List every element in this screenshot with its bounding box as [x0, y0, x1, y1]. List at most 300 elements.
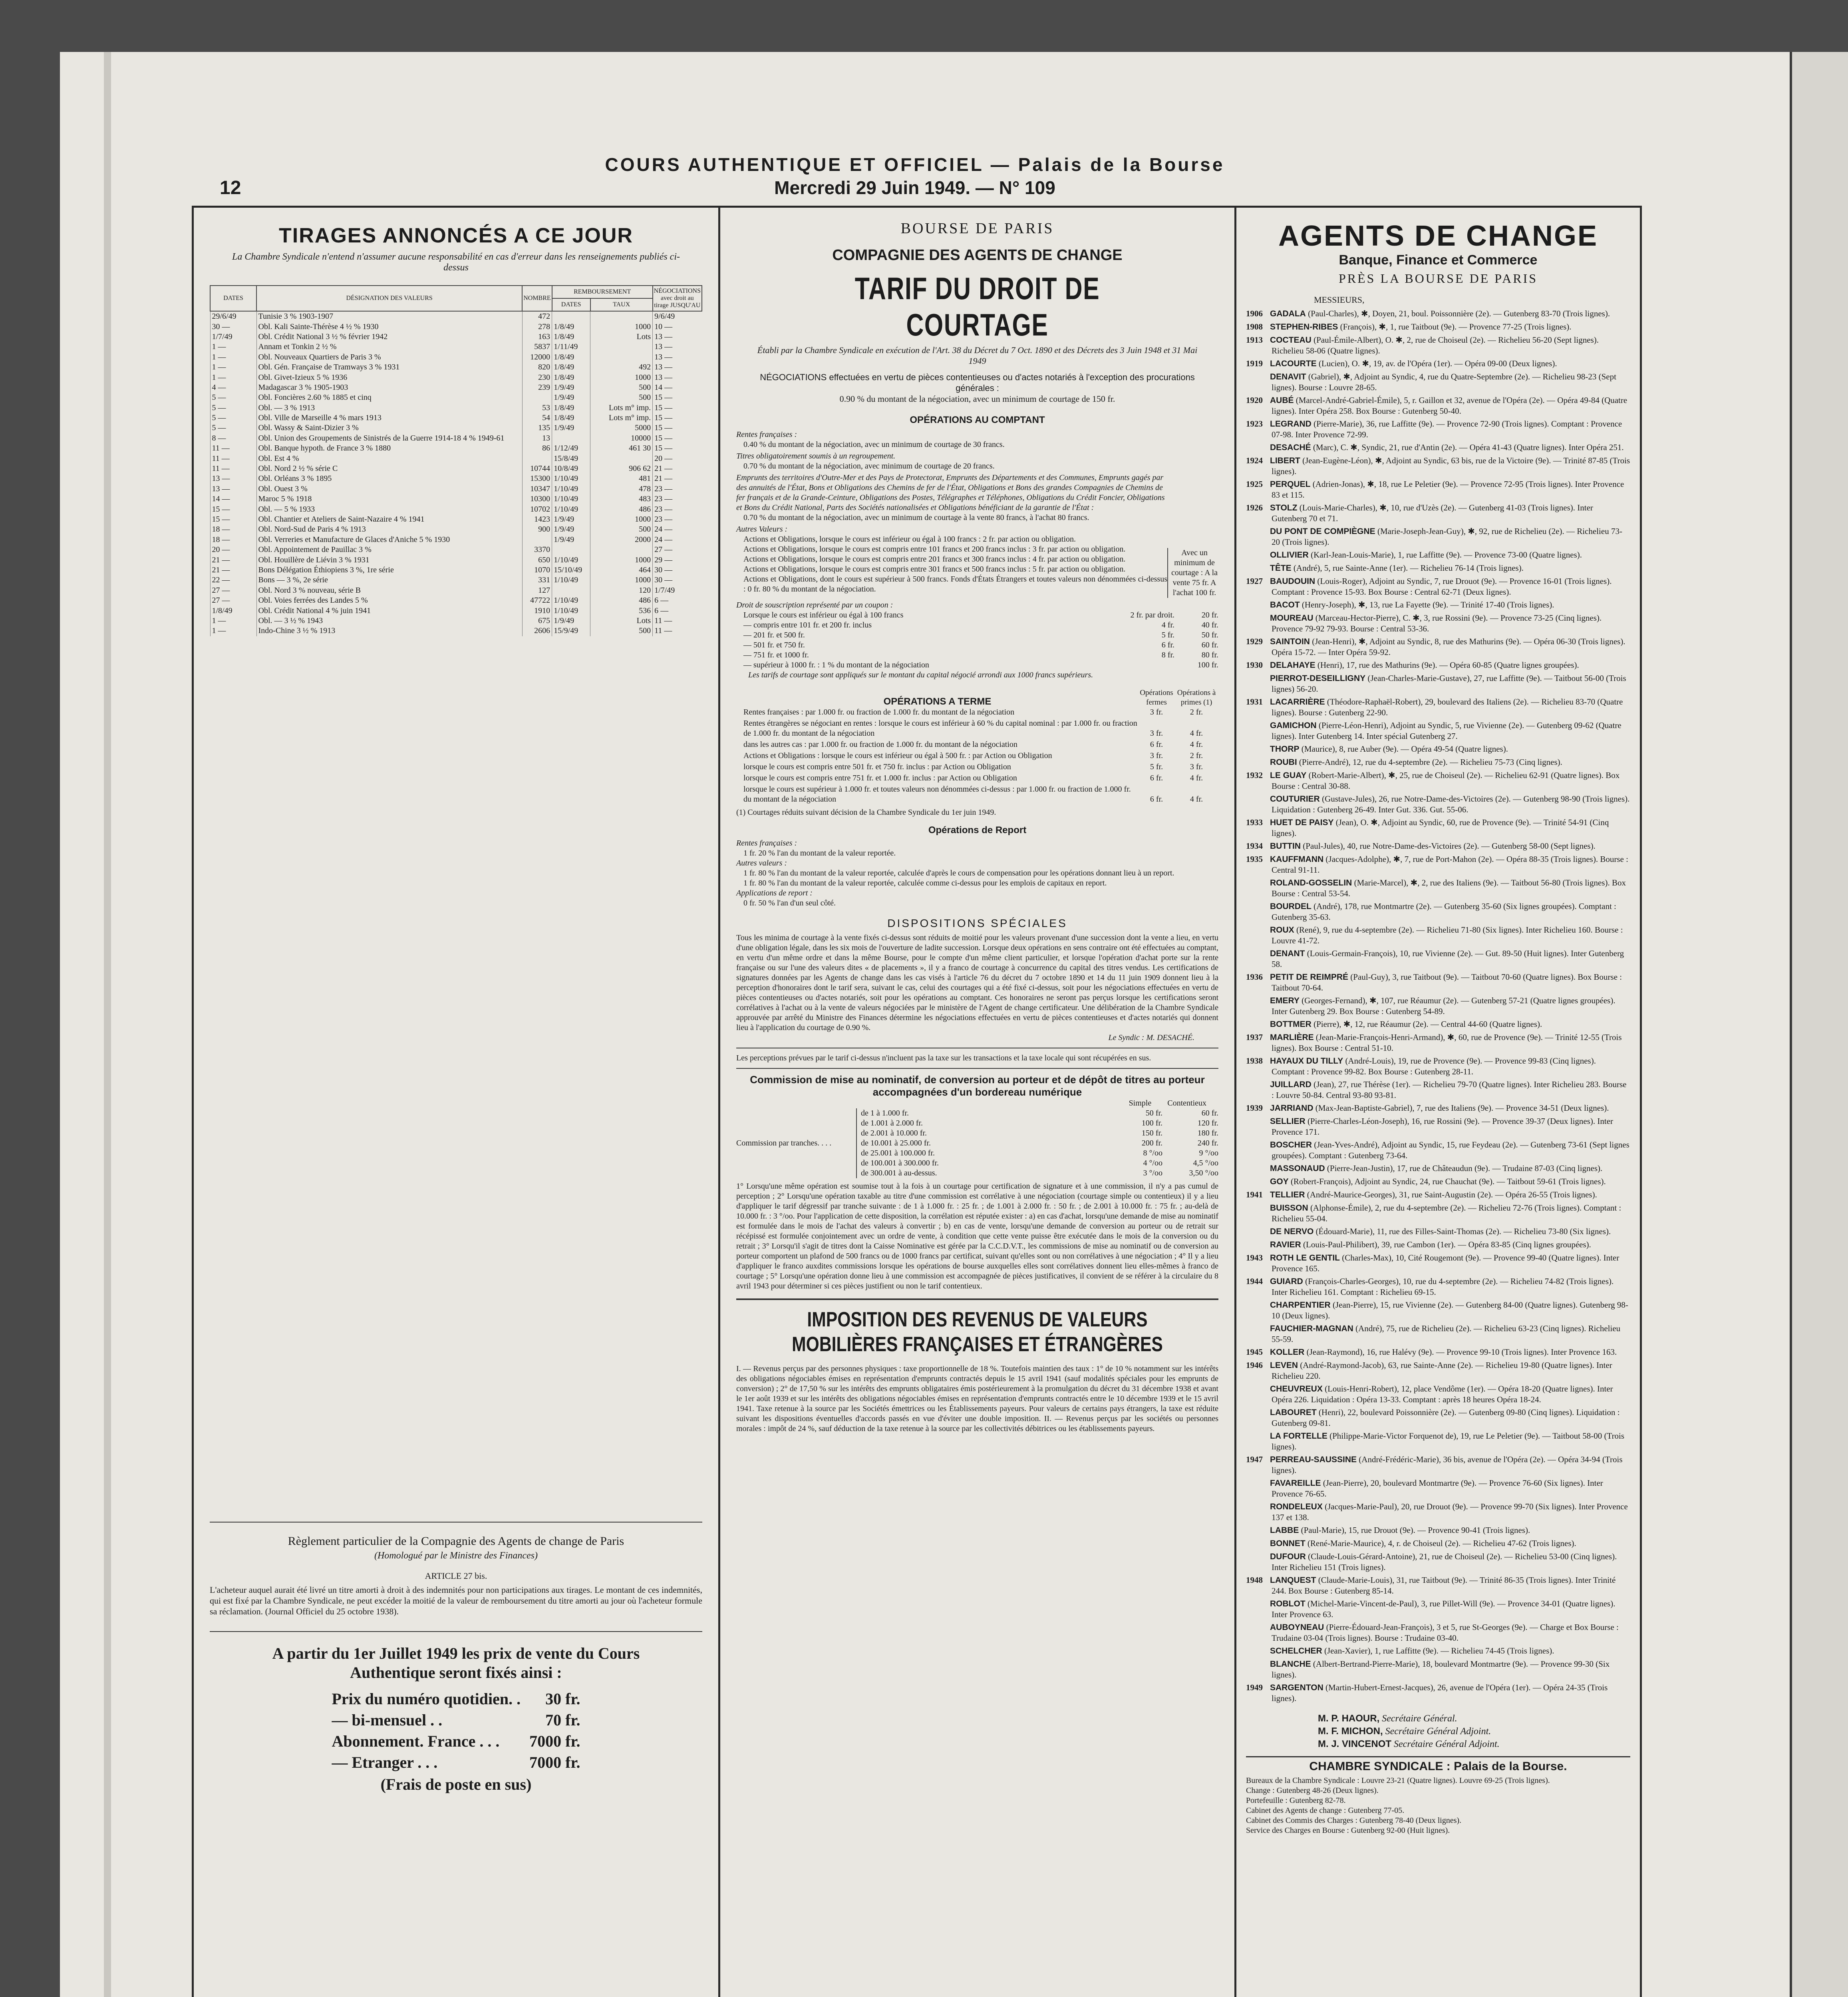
table-row [210, 575, 702, 585]
souscription-row [736, 620, 1218, 630]
agent-details: (Gustave-Jules), 26, rue Notre-Dame-des-Victoires (2e). — Gutenberg 98-90 (Trois lignes). Liquidation : Gutenberg 26-49. Inter Gut. 336. Gut. 55-06. [1272, 794, 1630, 814]
agent-year: 1939 [1246, 1103, 1263, 1113]
row-date: 20 — [210, 545, 256, 555]
row-nombre: 230 [522, 372, 552, 382]
row-date: 11 — [210, 464, 256, 474]
row-nombre: 53 [522, 403, 552, 413]
agent-entry [1246, 1659, 1630, 1680]
agent-entry [1246, 1056, 1630, 1077]
agent-details: (Paul-Jules), 40, rue Notre-Dame-des-Victoires (2e). — Gutenberg 58-00 (Sept lignes). [1303, 841, 1596, 851]
agent-entry [1246, 925, 1630, 946]
agent-year: 1946 [1246, 1360, 1263, 1370]
agents-list [1246, 308, 1630, 1703]
agent-year: 1932 [1246, 770, 1263, 780]
agent-name: PETIT DE REIMPRÉ [1270, 973, 1349, 982]
agent-entry [1246, 550, 1630, 560]
agent-details: (Marc), C. ✱, Syndic, 21, rue d'Antin (2e). — Opéra 41-43 (Quatre lignes). Inter Opéra 251. [1313, 443, 1624, 452]
row-remb-date: 1/11/49 [552, 342, 590, 352]
row-remb-date [552, 545, 590, 555]
agent-entry [1246, 479, 1630, 500]
agent-details: (André), 75, rue de Richelieu (2e). — Richelieu 63-23 (Cinq lignes). Richelieu 55-59. [1272, 1324, 1621, 1344]
table-row [210, 342, 702, 352]
row-remb-date: 1/9/49 [552, 393, 590, 403]
right-column [1236, 208, 1640, 1997]
table-row [210, 311, 702, 322]
report-line: 1 fr. 80 % l'an du montant de la valeur reportée, calculée comme ci-dessus pour les emplois de capitaux en report. [743, 879, 1107, 887]
row-nombre: 10744 [522, 464, 552, 474]
commission-contentieux: 120 fr. [1197, 1119, 1218, 1128]
agent-entry [1246, 563, 1630, 574]
row-nombre: 1423 [522, 514, 552, 524]
row-remb-date: 1/10/49 [552, 555, 590, 565]
comptant-title: OPÉRATIONS AU COMPTANT [910, 415, 1045, 425]
row-nombre: 3370 [522, 545, 552, 555]
row-date: 22 — [210, 575, 256, 585]
report-line: 1 fr. 20 % l'an du montant de la valeur reportée. [743, 849, 896, 858]
row-remb-date: 1/9/49 [552, 383, 590, 393]
price-note: (Frais de poste en sus) [380, 1775, 532, 1793]
agent-name: ROBLOT [1270, 1599, 1306, 1608]
divider [210, 1631, 702, 1632]
terme-prime: 2 fr. [1190, 751, 1203, 760]
article-text: L'acheteur auquel aurait été livré un titre amorti à droit à des indemnités pour non participations aux tirages. Le montant de ces indemnités, qui est fixé par la Chambre Syndicale, ne peut excéder la moitié de la valeur de remboursement du titre amorti au jour où l'acheteur formule sa réclamation. (Journal Officiel du 25 octobre 1938). [210, 1585, 702, 1616]
table-row [210, 514, 702, 524]
commission-range: de 25.001 à 100.000 fr. [861, 1149, 935, 1157]
terme-row [736, 751, 1218, 761]
agent-entry [1246, 1360, 1630, 1381]
row-nombre: 5837 [522, 342, 552, 352]
agent-entry [1246, 817, 1630, 838]
row-date: 13 — [210, 484, 256, 494]
row-designation: Obl. Crédit National 3 ½ % février 1942 [256, 332, 522, 342]
agent-name: BUISSON [1270, 1203, 1308, 1213]
row-nego-date: 30 — [653, 575, 702, 585]
agent-entry [1246, 660, 1630, 671]
row-designation: Obl. Crédit National 4 % juin 1941 [256, 605, 522, 615]
chambre-line: Cabinet des Agents de change : Gutenberg 77-05. [1246, 1806, 1405, 1815]
agent-name: DE NERVO [1270, 1227, 1314, 1236]
tirages-title: TIRAGES ANNONCÉS A CE JOUR [279, 224, 633, 247]
agent-year: 1930 [1246, 660, 1263, 670]
agent-year: 1934 [1246, 841, 1263, 851]
row-date: 14 — [210, 494, 256, 504]
souscription-range: — supérieur à 1000 fr. : 1 % du montant de la négociation [743, 661, 929, 669]
agent-name: DU PONT DE COMPIÈGNE [1270, 527, 1375, 536]
agent-name: LACARRIÈRE [1270, 697, 1325, 707]
row-date: 1 — [210, 372, 256, 382]
row-remb-date: 1/9/49 [552, 524, 590, 534]
row-nego-date: 23 — [653, 494, 702, 504]
row-nego-date: 13 — [653, 352, 702, 362]
row-remb-date: 1/8/49 [552, 362, 590, 372]
tarif-title: TARIF DU DROIT DE COURTAGE [854, 271, 1100, 342]
agent-details: (Henri), 17, rue des Mathurins (9e). — Opéra 60-85 (Quatre lignes groupées). [1317, 660, 1579, 670]
agent-details: (René-Marie-Maurice), 4, r. de Choiseul (2e). — Richelieu 47-62 (Trois lignes). [1307, 1538, 1576, 1548]
tirages-rows [210, 311, 702, 636]
agent-details: (Lucien), O. ✱, 19, av. de l'Opéra (1er). — Opéra 09-00 (Deux lignes). [1318, 359, 1557, 368]
row-nombre: 13 [522, 433, 552, 443]
row-remb-date [552, 433, 590, 443]
agent-name: PERREAU-SAUSSINE [1270, 1455, 1357, 1464]
chambre-title: CHAMBRE SYNDICALE : Palais de la Bourse. [1309, 1760, 1567, 1773]
terme-list [736, 707, 1218, 804]
row-designation: Obl. Nord 2 ½ % série C [256, 464, 522, 474]
table-row [210, 464, 702, 474]
souscription-row [736, 630, 1218, 640]
agents-subtitle: Banque, Finance et Commerce [1339, 252, 1538, 268]
agent-entry [1246, 419, 1630, 440]
terme-note: (1) Courtages réduits suivant décision de la Chambre Syndicale du 1er juin 1949. [736, 808, 996, 817]
agent-details: (Louis-Marie-Charles), ✱, 10, rue d'Uzès (2e). — Gutenberg 41-03 (Trois lignes). Inter Gutenberg 70 et 71. [1272, 503, 1593, 523]
row-nombre: 135 [522, 423, 552, 433]
agent-year: 1906 [1246, 309, 1263, 318]
souscription-rate [1107, 660, 1174, 670]
terme-ferme: 5 fr. [1150, 762, 1163, 771]
agent-details: (Georges-Fernand), ✱, 107, rue Réaumur (2e). — Gutenberg 57-21 (Quatre lignes groupées). Inter Gutenberg 29. Box Bourse : Gutenberg 54-89. [1272, 996, 1616, 1016]
row-designation: Maroc 5 % 1918 [256, 494, 522, 504]
agent-name: DELAHAYE [1270, 661, 1315, 670]
souscription-min: 100 fr. [1197, 661, 1218, 669]
agent-details: (Louis-Roger), Adjoint au Syndic, 7, rue Drouot (9e). — Provence 16-01 (Trois lignes). Comptant : Provence 15-93. Box Bourse : Central 62-71 (Deux lignes). [1272, 576, 1612, 597]
souscription-row [736, 650, 1218, 660]
souscription-min: 60 fr. [1201, 641, 1218, 649]
row-date: 27 — [210, 586, 256, 596]
row-remb-date: 15/8/49 [552, 453, 590, 463]
agent-entry [1246, 1276, 1630, 1297]
terme-ferme: 3 fr. [1150, 708, 1163, 717]
table-row [210, 443, 702, 453]
agent-name: BACOT [1270, 600, 1300, 609]
row-taux: 120 [590, 586, 653, 596]
row-date: 27 — [210, 596, 256, 605]
agent-name: LE GUAY [1270, 771, 1307, 780]
table-row [210, 332, 702, 342]
terme-row [736, 740, 1218, 750]
agent-year: 1944 [1246, 1276, 1263, 1286]
reglement-subtitle: (Homologué par le Ministre des Finances) [374, 1550, 538, 1561]
souscription-range: — 201 fr. et 500 fr. [743, 631, 805, 639]
agent-details: (Jacques-Marie-Paul), 20, rue Drouot (9e). — Provence 99-70 (Six lignes). Inter Provence 137 et 138. [1272, 1502, 1628, 1522]
agent-details: (Marceau-Hector-Pierre), C. ✱, 3, rue Rossini (9e). — Provence 73-25 (Cinq lignes). Provence 79-92 79-93. Bourse : Central 53-36. [1272, 613, 1602, 633]
agent-details: (Jean-Pierre), 20, boulevard Montmartre (9e). — Provence 76-60 (Six lignes). Inter Provence 76-65. [1272, 1478, 1603, 1499]
terme-col-primes: Opérations à primes (1) [1177, 689, 1216, 707]
souscription-title: Droit de souscription représenté par un coupon : [736, 601, 893, 609]
agent-name: ROLAND-GOSSELIN [1270, 878, 1352, 887]
row-designation: Obl. Kali Sainte-Thérèse 4 ½ % 1930 [256, 322, 522, 332]
row-nombre: 54 [522, 413, 552, 423]
agent-name: LABBE [1270, 1526, 1299, 1535]
row-taux: 481 [590, 474, 653, 484]
row-taux: 500 [590, 626, 653, 636]
terme-row [736, 762, 1218, 772]
report-line: Rentes françaises : [736, 839, 797, 848]
agent-name: ROUX [1270, 925, 1294, 935]
agent-name: MARLIÈRE [1270, 1033, 1314, 1042]
row-nego-date: 10 — [653, 322, 702, 332]
commission-range: de 1 à 1.000 fr. [861, 1109, 909, 1118]
agent-name: BOSCHER [1270, 1140, 1312, 1149]
row-remb-date: 15/10/49 [552, 565, 590, 575]
price-value: 7000 fr. [529, 1732, 580, 1750]
report-line: 0 fr. 50 % l'an d'un seul côté. [743, 899, 836, 907]
row-nombre: 331 [522, 575, 552, 585]
row-nego-date: 24 — [653, 524, 702, 534]
agent-details: (Robert-Marie-Albert), ✱, 25, rue de Choiseul (2e). — Richelieu 62-91 (Quatre lignes). Box Bourse : Central 30-88. [1272, 770, 1620, 791]
terme-desc: dans les autres cas : par 1.000 fr. ou fraction de 1.000 fr. du montant de la négociation [743, 740, 1017, 749]
page-number: 12 [220, 177, 241, 199]
row-remb-date: 1/9/49 [552, 616, 590, 626]
table-row [210, 626, 702, 636]
agent-details: (Gabriel), ✱, Adjoint au Syndic, 4, rue du Quatre-Septembre (2e). — Richelieu 98-23 (Sept lignes). Bourse : Louvre 28-65. [1272, 372, 1616, 392]
terme-ferme: 3 fr. [1150, 729, 1163, 738]
officer-role: Secrétaire Général. [1382, 1713, 1457, 1724]
agent-entry [1246, 1646, 1630, 1656]
agent-name: LIBERT [1270, 456, 1300, 465]
row-designation: Obl. Givet-Izieux 5 % 1936 [256, 372, 522, 382]
bourse-kicker: BOURSE DE PARIS [900, 220, 1054, 237]
row-taux [590, 545, 653, 555]
row-designation: Obl. Est 4 % [256, 453, 522, 463]
terme-prime: 3 fr. [1190, 762, 1203, 771]
agent-entry [1246, 1525, 1630, 1536]
officer-entry [1318, 1712, 1630, 1725]
agent-details: (Maurice), 8, rue Auber (9e). — Opéra 49-54 (Quatre lignes). [1301, 744, 1508, 754]
table-row [210, 494, 702, 504]
row-remb-date: 10/8/49 [552, 464, 590, 474]
commission-simple: 3 °/oo [1143, 1169, 1162, 1177]
left-column [194, 208, 720, 1997]
price-row [328, 1752, 584, 1773]
comptant-line: Titres obligatoirement soumis à un regroupement. [736, 452, 896, 461]
row-nombre: 163 [522, 332, 552, 342]
row-nego-date: 21 — [653, 474, 702, 484]
agent-year: 1941 [1246, 1190, 1263, 1199]
agent-year: 1943 [1246, 1253, 1263, 1263]
col-remb-dates: DATES [552, 298, 590, 311]
agent-name: STEPHEN-RIBES [1270, 322, 1338, 332]
agent-name: PIERROT-DESEILLIGNY [1270, 674, 1366, 683]
commission-row [861, 1138, 1218, 1148]
agent-name: GAMICHON [1270, 721, 1317, 730]
commission-row [861, 1118, 1218, 1128]
row-remb-date: 1/10/49 [552, 474, 590, 484]
commission-range: de 2.001 à 10.000 fr. [861, 1129, 927, 1137]
agent-details: (André-Maurice-Georges), 31, rue Saint-Augustin (2e). — Opéra 26-55 (Trois lignes). [1307, 1190, 1597, 1199]
table-row [210, 504, 702, 514]
agent-details: (Pierre-Édouard-Jean-François), 3 et 5, rue St-Georges (9e). — Charge et Box Bourse : Trudaine 03-04 (Trois lignes). Bourse : Trudaine 03-40. [1272, 1622, 1619, 1643]
row-designation: Obl. Ville de Marseille 4 % mars 1913 [256, 413, 522, 423]
col-taux: TAUX [590, 298, 653, 311]
terme-prime: 4 fr. [1190, 774, 1203, 782]
officer-name: M. F. MICHON, [1318, 1726, 1383, 1737]
row-nego-date: 9/6/49 [653, 311, 702, 322]
table-row [210, 413, 702, 423]
agent-year: 1923 [1246, 419, 1263, 429]
agent-details: (André), 5, rue Sainte-Anne (1er). — Richelieu 76-14 (Trois lignes). [1293, 563, 1524, 573]
officer-role: Secrétaire Général Adjoint. [1394, 1739, 1500, 1749]
agent-name: LACOURTE [1270, 359, 1317, 368]
row-nombre: 278 [522, 322, 552, 332]
agent-entry [1246, 720, 1630, 741]
terme-prime: 2 fr. [1190, 708, 1203, 717]
comptant-line: Rentes françaises : [736, 430, 797, 439]
agent-entry [1246, 841, 1630, 852]
row-nego-date: 29 — [653, 555, 702, 565]
agent-entry [1246, 995, 1630, 1016]
agent-name: BAUDOUIN [1270, 577, 1315, 586]
row-nombre: 900 [522, 524, 552, 534]
price-label: Prix du numéro quotidien. . [332, 1690, 521, 1708]
agent-entry [1246, 502, 1630, 524]
row-date: 29/6/49 [210, 311, 256, 322]
agent-entry [1246, 322, 1630, 332]
agent-details: (Jean-Xavier), 1, rue Laffitte (9e). — Richelieu 74-45 (Trois lignes). [1324, 1646, 1554, 1656]
company-title: COMPAGNIE DES AGENTS DE CHANGE [832, 247, 1123, 264]
agent-details: (Paul-Émile-Albert), O. ✱, 2, rue de Choiseul (2e). — Richelieu 56-20 (Sept lignes). Richelieu 58-06 (Quatre lignes). [1272, 335, 1599, 355]
agent-name: LEVEN [1270, 1361, 1298, 1370]
table-row [210, 596, 702, 605]
agent-entry [1246, 1103, 1630, 1114]
agent-details: (Édouard-Marie), 11, rue des Filles-Saint-Thomas (2e). — Richelieu 73-80 (Six lignes). [1315, 1227, 1611, 1236]
row-nego-date: 15 — [653, 403, 702, 413]
commission-simple: 100 fr. [1141, 1119, 1162, 1128]
commission-rows [856, 1108, 1218, 1178]
agent-name: DESACHÉ [1270, 443, 1311, 452]
row-nego-date: 13 — [653, 362, 702, 372]
tirages-table [210, 285, 702, 636]
agent-year: 1913 [1246, 335, 1263, 345]
agent-name: FAVAREILLE [1270, 1479, 1321, 1488]
row-designation: Bons — 3 %, 2e série [256, 575, 522, 585]
terme-desc: lorsque le cours est supérieur à 1.000 fr. et toutes valeurs non dénommées ci-dessus : par 1.000 fr. ou fraction de 1.000 fr. du montant de la négociation [743, 785, 1131, 804]
souscription-min: 50 fr. [1201, 631, 1218, 639]
agent-entry [1246, 1551, 1630, 1572]
content-frame [192, 206, 1642, 1997]
terme-prime: 4 fr. [1190, 795, 1203, 804]
agent-year: 1926 [1246, 503, 1263, 512]
row-date: 30 — [210, 322, 256, 332]
agent-name: SAINTOIN [1270, 637, 1310, 646]
agent-year: 1948 [1246, 1575, 1263, 1585]
middle-column [720, 208, 1236, 1997]
agent-details: (Max-Jean-Baptiste-Gabriel), 7, rue des Italiens (9e). — Provence 34-51 (Deux lignes). [1315, 1103, 1609, 1113]
commission-range: de 10.001 à 25.000 fr. [861, 1139, 931, 1147]
row-nombre: 472 [522, 311, 552, 322]
row-date: 18 — [210, 524, 256, 534]
divider [1246, 1756, 1630, 1757]
row-designation: Annam et Tonkin 2 ½ % [256, 342, 522, 352]
row-nego-date: 6 — [653, 605, 702, 615]
agent-details: (Théodore-Raphaël-Robert), 29, boulevard des Italiens (2e). — Richelieu 83-70 (Quatre lignes). Bourse : Gutenberg 22-90. [1272, 697, 1623, 717]
agent-details: (Pierre), ✱, 12, rue Réaumur (2e). — Central 44-60 (Quatre lignes). [1313, 1019, 1542, 1029]
row-taux [590, 352, 653, 362]
agent-entry [1246, 1407, 1630, 1428]
row-remb-date: 1/10/49 [552, 504, 590, 514]
row-taux: 1000 [590, 322, 653, 332]
agent-details: (Adrien-Jonas), ✱, 18, rue Le Peletier (9e). — Provence 72-95 (Trois lignes). Inter Provence 83 et 115. [1272, 479, 1624, 500]
commission-contentieux: 180 fr. [1197, 1129, 1218, 1137]
agent-name: SELLIER [1270, 1117, 1306, 1126]
commission-range: de 100.001 à 300.000 fr. [861, 1159, 939, 1167]
table-row [210, 605, 702, 615]
agent-name: HUET DE PAISY [1270, 818, 1334, 827]
perception-note: Les perceptions prévues par le tarif ci-dessus n'incluent pas la taxe sur les transactions et la taxe locale qui sont récupérées en sus. [736, 1054, 1151, 1062]
agent-entry [1246, 1139, 1630, 1161]
officer-name: M. J. VINCENOT [1318, 1739, 1392, 1749]
agent-details: (Paul-Marie), 15, rue Drouot (9e). — Provence 90-41 (Trois lignes). [1301, 1525, 1530, 1535]
comptant-line: Actions et Obligations, lorsque le cours est inférieur ou égal à 100 francs : 2 fr. par action ou obligation. [743, 535, 1076, 544]
agent-details: (Jean-Eugène-Léon), ✱, Adjoint au Syndic, 63 bis, rue de la Victoire (9e). — Trinité 87-85 (Trois lignes). [1272, 456, 1630, 476]
agent-name: TÊTE [1270, 564, 1292, 573]
row-taux: 486 [590, 504, 653, 514]
agent-details: (Marie-Marcel), ✱, 2, rue des Italiens (9e). — Taitbout 56-80 (Trois lignes). Box Bourse : Central 53-54. [1272, 878, 1626, 898]
agent-details: (Louis-Henri-Robert), 12, place Vendôme (1er). — Opéra 18-20 (Quatre lignes). Inter Opéra 226. Liquidation : Opéra 13-33. Comptant : après 18 heures Opéra 18-24. [1272, 1384, 1613, 1404]
souscription-rate: 6 fr. [1161, 641, 1174, 649]
row-nombre: 10702 [522, 504, 552, 514]
commission-row [861, 1108, 1218, 1118]
officer-entry [1318, 1738, 1630, 1751]
row-nego-date: 23 — [653, 484, 702, 494]
commission-row [861, 1128, 1218, 1138]
row-designation: Obl. — 3 ½ % 1943 [256, 616, 522, 626]
row-date: 18 — [210, 535, 256, 545]
row-nombre: 15300 [522, 474, 552, 484]
agent-details: (Henry-Joseph), ✱, 13, rue La Fayette (9e). — Trinité 17-40 (Trois lignes). [1302, 600, 1554, 609]
row-nombre: 10300 [522, 494, 552, 504]
agent-details: (Robert-François), Adjoint au Syndic, 24, rue Chauchat (9e). — Taitbout 59-61 (Trois lignes). [1290, 1177, 1606, 1186]
row-date: 1 — [210, 626, 256, 636]
row-nego-date: 27 — [653, 545, 702, 555]
agent-year: 1936 [1246, 972, 1263, 982]
row-designation: Obl. Wassy & Saint-Dizier 3 % [256, 423, 522, 433]
agent-name: JUILLARD [1270, 1080, 1311, 1089]
row-taux: 486 [590, 596, 653, 605]
row-taux: Lots [590, 332, 653, 342]
agent-details: (Pierre-Léon-Henri), Adjoint au Syndic, 5, rue Vivienne (2e). — Gutenberg 09-62 (Quatre lignes). Inter Gutenberg 14. Inter spécial Gutenberg 27. [1272, 721, 1621, 741]
tarif-subtitle: Établi par la Chambre Syndicale en exécution de l'Art. 38 du Décret du 7 Oct. 1890 et des Décrets des 3 Juin 1948 et 31 Mai 1949 [757, 345, 1198, 366]
agent-name: KOLLER [1270, 1348, 1305, 1357]
agent-entry [1246, 1431, 1630, 1452]
agent-year: 1938 [1246, 1056, 1263, 1066]
commission-contentieux: 240 fr. [1197, 1139, 1218, 1147]
agent-entry [1246, 1323, 1630, 1344]
terme-desc: Actions et Obligations : lorsque le cours est inférieur ou égal à 500 fr. : par Action ou Obligation [743, 751, 1052, 760]
divider [736, 1068, 1218, 1069]
agent-name: SCHELCHER [1270, 1646, 1322, 1656]
row-nego-date: 15 — [653, 423, 702, 433]
agent-year: 1927 [1246, 576, 1263, 586]
agent-entry [1246, 1226, 1630, 1237]
agent-entry [1246, 395, 1630, 416]
row-taux [590, 453, 653, 463]
row-date: 1 — [210, 342, 256, 352]
agent-name: THORP [1270, 744, 1300, 754]
row-remb-date: 1/9/49 [552, 423, 590, 433]
agent-name: RAVIER [1270, 1240, 1301, 1249]
commission-range: de 1.001 à 2.000 fr. [861, 1119, 923, 1128]
table-row [210, 535, 702, 545]
souscription-rate: 2 fr. par droit. [1130, 611, 1174, 619]
article-heading: ARTICLE 27 bis. [425, 1571, 487, 1581]
terme-row [736, 719, 1218, 738]
agent-entry [1246, 1454, 1630, 1475]
agent-entry [1246, 1622, 1630, 1643]
row-date: 5 — [210, 393, 256, 403]
agent-year: 1949 [1246, 1683, 1263, 1692]
terme-row [736, 773, 1218, 783]
col-remboursement: REMBOURSEMENT [552, 286, 653, 298]
col-nombre: NOMBRE [522, 286, 552, 311]
